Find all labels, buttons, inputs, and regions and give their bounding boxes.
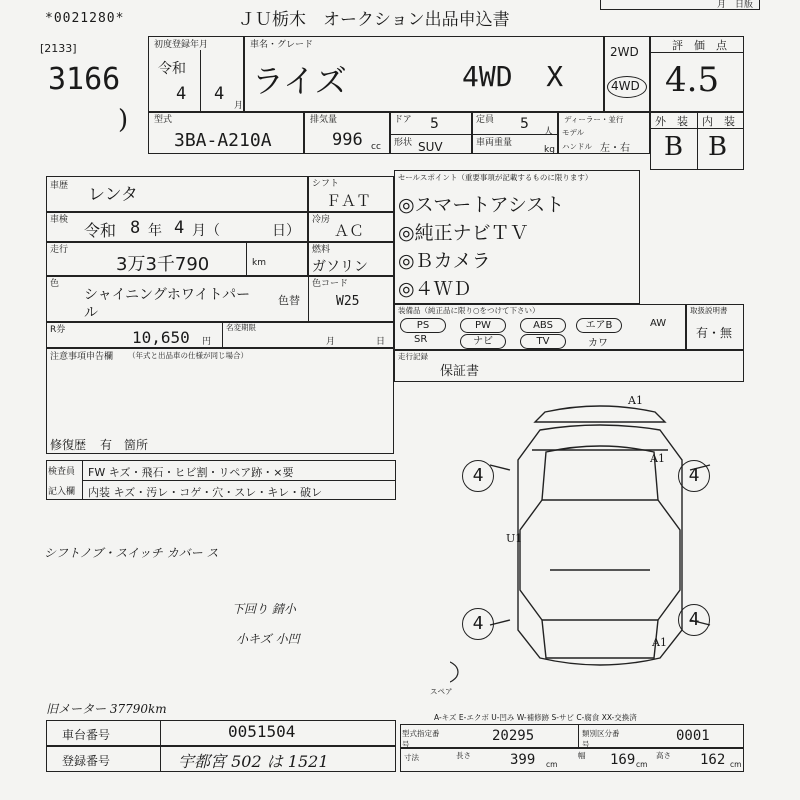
dealer-model-label: モデル bbox=[562, 128, 585, 137]
class-label: 類別区分番号 bbox=[582, 729, 620, 749]
form-title: ＪＵ栃木 オークション出品申込書 bbox=[238, 10, 510, 30]
displacement-label: 排気量 bbox=[310, 115, 338, 125]
repair-history-value: 有 箇所 bbox=[100, 438, 149, 452]
notes-box bbox=[46, 348, 394, 454]
aircon-label: 冷房 bbox=[312, 215, 331, 225]
inspection-month: 4 bbox=[174, 218, 185, 238]
displacement-value: 996 bbox=[332, 130, 363, 150]
weight-unit: kg bbox=[544, 145, 555, 155]
exterior-label: 外 装 bbox=[655, 115, 688, 128]
name-change-day: 日 bbox=[376, 337, 386, 347]
score-label: 評 価 点 bbox=[672, 39, 727, 52]
length-label: 長さ bbox=[456, 751, 471, 760]
car-damage-diagram bbox=[450, 390, 750, 700]
records-value: 保証書 bbox=[440, 364, 480, 379]
length-value: 399 bbox=[510, 752, 536, 768]
registration-label: 初度登録年月 bbox=[154, 40, 209, 50]
damage-legend: A-キズ E-エクボ U-凹み W-補修跡 S-サビ C-腐食 XX-交換済 bbox=[434, 713, 637, 722]
width-label: 幅 bbox=[578, 751, 586, 760]
registration-month-unit: 月 bbox=[234, 101, 244, 111]
plate-value: 宇都宮 502 は 1521 bbox=[178, 752, 329, 771]
color-value-1: シャイニングホワイトパー bbox=[84, 287, 251, 303]
recycle-label: R券 bbox=[50, 325, 66, 335]
handnote-scratch: 小キズ 小凹 bbox=[236, 632, 300, 646]
length-unit: cm bbox=[546, 760, 558, 769]
equip-leather: カワ bbox=[588, 338, 608, 349]
damage-u1-left: U1 bbox=[506, 532, 523, 545]
notes-sub: （年式と出品車の仕様が同じ場合） bbox=[128, 351, 248, 360]
shift-value: ＦＡＴ bbox=[326, 192, 372, 210]
size-label: 寸法 bbox=[404, 753, 419, 762]
inspector-row-2: 内装 キズ・汚レ・コゲ・穴・スレ・キレ・破レ bbox=[88, 486, 323, 499]
history-row bbox=[46, 176, 308, 212]
tire-mark-front-left: 4 bbox=[462, 460, 494, 492]
type-code-label: 型式指定番号 bbox=[402, 729, 440, 749]
equip-sr: SR bbox=[414, 334, 428, 345]
handnote-shift: シフトノブ・スイッチ カバー ス bbox=[44, 546, 219, 560]
registration-year: 4 bbox=[176, 84, 187, 104]
damage-a1-bottom: A1 bbox=[652, 636, 667, 649]
equipment-label: 装備品（純正品に限り○をつけて下さい） bbox=[398, 306, 540, 315]
sales-point-2: ◎純正ナビＴＶ bbox=[398, 222, 529, 244]
inspector-row-1: FW キズ・飛石・ヒビ割・リペア跡・×要 bbox=[88, 466, 294, 479]
inspection-month-unit: 月（ bbox=[192, 223, 220, 239]
lot-hand-mark: ) bbox=[118, 105, 129, 135]
tire-mark-rear-right: 4 bbox=[678, 604, 710, 636]
name-change-label: 名変期限 bbox=[226, 323, 256, 332]
sales-point-4: ◎４ＷＤ bbox=[398, 278, 472, 300]
color-code-label: 色コード bbox=[312, 279, 349, 289]
shift-label: シフト bbox=[312, 179, 340, 189]
inspection-label: 車検 bbox=[50, 215, 69, 225]
registration-month: 4 bbox=[214, 84, 225, 104]
equip-tv: TV bbox=[520, 334, 566, 349]
records-label: 走行記録 bbox=[398, 352, 428, 361]
plate-label: 登録番号 bbox=[62, 754, 111, 768]
score-value: 4.5 bbox=[665, 60, 720, 100]
equip-pw: PW bbox=[460, 318, 506, 333]
model-grade: 4WD X bbox=[462, 60, 564, 93]
sales-points-label: セールスポイント（重要事項が記載するものに限ります） bbox=[398, 173, 593, 182]
doors-value: 5 bbox=[430, 116, 439, 132]
width-unit: cm bbox=[636, 760, 648, 769]
mileage-label: 走行 bbox=[50, 245, 69, 255]
inspector-label-2: 記入欄 bbox=[48, 487, 76, 497]
equip-ps: PS bbox=[400, 318, 446, 333]
width-value: 169 bbox=[610, 752, 636, 768]
model-name: ライズ bbox=[252, 62, 347, 100]
type-code-value: 20295 bbox=[492, 728, 535, 744]
type-label: 型式 bbox=[154, 115, 173, 125]
damage-a1-right: A1 bbox=[650, 452, 665, 465]
history-value: レンタ bbox=[88, 185, 138, 205]
class-value: 0001 bbox=[676, 728, 710, 744]
date-version-label: 月 日版 bbox=[716, 0, 753, 10]
equip-navi: ナビ bbox=[460, 334, 506, 349]
handnote-lower: 下回り 錆小 bbox=[232, 602, 296, 616]
inspection-year-unit: 年 bbox=[148, 223, 162, 239]
fuel-value: ガソリン bbox=[312, 259, 368, 275]
damage-a1-top: A1 bbox=[628, 394, 643, 407]
documents-label: 取扱説明書 bbox=[690, 306, 728, 315]
height-value: 162 bbox=[700, 752, 726, 768]
documents-value: 有・無 bbox=[696, 326, 733, 340]
equip-abs: ABS bbox=[520, 318, 566, 333]
dealer-label: ディーラー・並行 bbox=[564, 115, 624, 124]
inspection-year: 8 bbox=[130, 218, 141, 238]
size-row bbox=[400, 748, 744, 772]
notes-label: 注意事項申告欄 bbox=[50, 352, 114, 362]
mileage-unit: km bbox=[252, 258, 266, 268]
fuel-label: 燃料 bbox=[312, 245, 331, 255]
tire-mark-front-right: 4 bbox=[678, 460, 710, 492]
drive-2wd: 2WD bbox=[610, 45, 639, 59]
color-value-2: ル bbox=[84, 305, 98, 321]
serial-number: *0021280* bbox=[45, 11, 125, 26]
sales-point-1: ◎スマートアシスト bbox=[398, 194, 565, 216]
recycle-unit: 円 bbox=[202, 337, 212, 347]
type-value: 3BA-A210A bbox=[174, 130, 272, 151]
doors-label: ドア bbox=[394, 115, 412, 125]
chassis-value: 0051504 bbox=[228, 722, 296, 741]
color-label: 色 bbox=[50, 279, 60, 289]
repair-history-label: 修復歴 bbox=[50, 438, 87, 452]
dealer-handle-value: 左・右 bbox=[600, 143, 630, 154]
inspection-day-unit: 日） bbox=[272, 223, 300, 239]
displacement-unit: cc bbox=[371, 142, 381, 152]
aircon-value: ＡＣ bbox=[334, 222, 365, 240]
drive-4wd: 4WD bbox=[611, 79, 640, 93]
inspection-era: 令和 bbox=[84, 221, 117, 240]
body-form-label: 形状 bbox=[394, 138, 413, 148]
recycle-row bbox=[46, 322, 394, 348]
history-label: 車歴 bbox=[50, 181, 69, 191]
interior-value: B bbox=[708, 132, 728, 162]
equip-aw: AW bbox=[650, 318, 667, 329]
inspector-label-1: 検査員 bbox=[48, 467, 76, 477]
capacity-unit: 人 bbox=[544, 127, 554, 137]
registration-era: 令和 bbox=[158, 61, 186, 77]
mileage-value: 3万3千790 bbox=[116, 254, 210, 275]
height-unit: cm bbox=[730, 760, 742, 769]
model-label: 車名・グレード bbox=[250, 40, 314, 50]
dealer-handle-label: ハンドル bbox=[562, 142, 592, 151]
chassis-label: 車台番号 bbox=[62, 728, 111, 742]
body-form-value: SUV bbox=[418, 140, 443, 154]
exterior-value: B bbox=[664, 132, 684, 162]
capacity-value: 5 bbox=[520, 116, 529, 132]
color-change-label: 色替 bbox=[278, 294, 300, 307]
spare-label: スペア bbox=[430, 687, 453, 696]
tire-mark-rear-left: 4 bbox=[462, 608, 494, 640]
lot-code: [2133] bbox=[40, 42, 77, 55]
interior-label: 内 装 bbox=[702, 115, 735, 128]
name-change-month: 月 bbox=[326, 337, 336, 347]
handnote-meter: 旧メーター 37790km bbox=[46, 702, 167, 716]
equip-airbag: エアB bbox=[576, 318, 622, 333]
recycle-value: 10,650 bbox=[132, 328, 190, 347]
lot-number: 3166 bbox=[48, 62, 121, 97]
capacity-label: 定員 bbox=[476, 115, 495, 125]
spare-tire-icon bbox=[450, 660, 458, 684]
date-version-box bbox=[600, 0, 760, 10]
sales-point-3: ◎Ｂカメラ bbox=[398, 250, 491, 272]
weight-label: 車両重量 bbox=[476, 138, 513, 148]
height-label: 高さ bbox=[656, 751, 671, 760]
color-code-value: W25 bbox=[336, 294, 360, 309]
